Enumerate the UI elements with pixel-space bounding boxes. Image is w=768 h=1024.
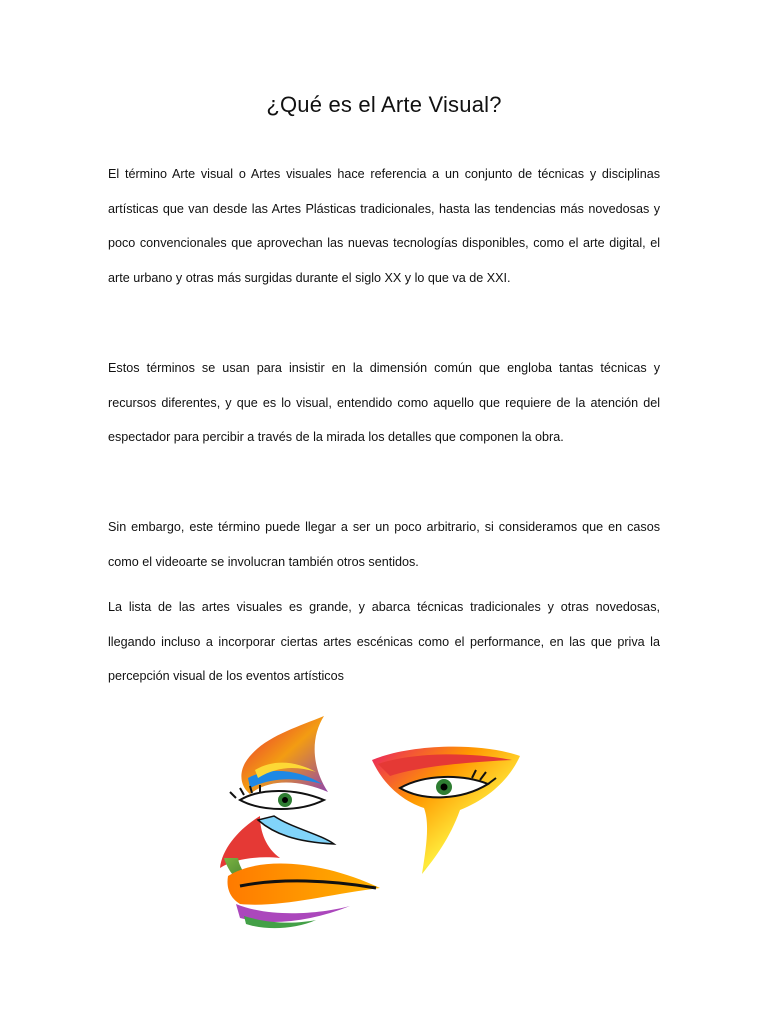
page-title: ¿Qué es el Arte Visual?: [266, 92, 502, 117]
paragraph-2: Estos términos se usan para insistir en la dimensión común que engloba tantas técnicas y recursos diferentes, y que es lo visual, entendido como aquello que requiere de la atención del espectador para percibir a través de la mirada los detalles que componen la obra.: [108, 361, 660, 444]
paragraph-4: La lista de las artes visuales es grande, y abarca técnicas tradicionales y otras novedosas, llegando incluso a incorporar ciertas artes escénicas como el performance, en las que priva la percepción visual de los eventos artísticos: [108, 600, 660, 683]
paragraph-1: El término Arte visual o Artes visuales hace referencia a un conjunto de técnicas y disciplinas artísticas que van desde las Artes Plásticas tradicionales, hasta las tendencias más novedosas y poco convencionales que aprovechan las nuevas tecnologías disponibles, como el arte digital, el arte urbano y otras más surgidas durante el siglo XX y lo que va de XXI.: [108, 167, 660, 285]
paragraph-3: Sin embargo, este término puede llegar a ser un poco arbitrario, si consideramos que en casos como el videoarte se involucran también otros sentidos.: [108, 520, 660, 569]
colorful-abstract-face-icon: [200, 708, 560, 930]
